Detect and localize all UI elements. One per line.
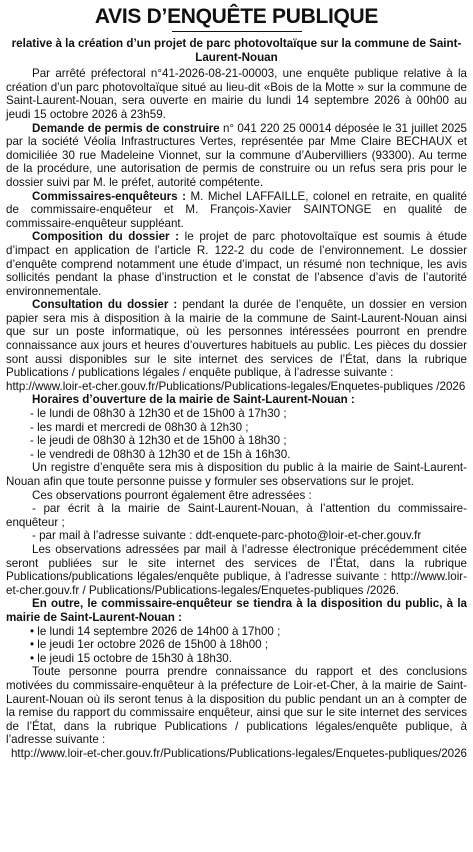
commissaires-heading: Commissaires-enquêteurs : (32, 189, 186, 203)
final-url[interactable]: http://www.loir-et-cher.gouv.fr/Publications/Publications-legales/Enquetes-publiques/2026 (10, 746, 467, 760)
commissaires-text: M. Michel LAFFAILLE, colonel en retraite, en qualité de commissaire-enquêteur et M. François-Xavier SAINTONGE en qualité de commissaire-enquêteur suppléant. (6, 189, 467, 230)
observations-mail[interactable]: - par mail à l’adresse suivante : ddt-enquete-parc-photo@loir-et-cher.gouv.fr (32, 529, 422, 543)
consultation-text: pendant la durée de l’enquête, un dossier en version papier sera mis à disposition à la mairie de la commune de Saint-Laurent-Nouan ainsi que sur un poste informatique, où les personnes intéressées pourront en prendre connaissance aux jours et heures d’ouvertures habituels au public. Les pièces du dossier sont aussi disponibles sur le site internet des services de l’État, dans la rubrique Publications / publications légales / enquête publique, à l’adresse suivante : (6, 298, 467, 380)
permis-text: n° 041 220 25 00014 déposée le 31 juillet 2025 par la société Véolia Infrastructures Vertes, représentée par Mme Claire BECHAUX et domiciliée 30 rue Madeleine Vionnet, sur la commune d’Aubervilliers (93300). Au terme de la procédure, une autorisation de permis de construire ou un refus sera pris pour le dossier suivi par M. le préfet, autorité compétente. (6, 121, 467, 189)
observations-intro: Ces observations pourront également être adressées : (32, 488, 312, 502)
horaires-item: - le lundi de 08h30 à 12h30 et de 15h00 à 17h30 ; (30, 407, 287, 421)
rapport-paragraph: Toute personne pourra prendre connaissance du rapport et des conclusions motivées du commissaire-enquêteur à la préfecture de Loir-et-Cher, à la mairie de Saint-Laurent-Nouan où ils seront tenus à la disposition du public pendant un an à compter de la remise du rapport du commissaire enquêteur, ainsi que sur le site internet des services de l’État, dans la rubrique Publications / publications légales/enquête publique, à l’adresse suivante : (6, 665, 467, 747)
horaires-item: - les mardi et mercredi de 08h30 à 12h30 ; (30, 420, 249, 434)
title-underline (172, 31, 302, 32)
composition-paragraph (6, 230, 467, 298)
consultation-heading: Consultation du dossier : (32, 298, 178, 312)
permis-heading: Demande de permis de construire (32, 121, 220, 135)
observations-publiees: Les observations adressées par mail à l’adresse électronique précédemment citée seront publiées sur le site internet des services de l’État, dans la rubrique Publications/publications légales/enquête publique, à l’adresse suivante : http://www.loir-et-cher.gouv.fr / Publications/Publications-legales/Enquetes-publiques /2026. (6, 542, 467, 597)
consultation-url[interactable]: http://www.loir-et-cher.gouv.fr/Publications/Publications-legales/Enquetes-publiques /2026 (6, 379, 466, 393)
consultation-paragraph (6, 298, 467, 380)
permis-paragraph (6, 122, 467, 190)
horaires-item: - le jeudi de 08h30 à 12h30 et de 15h00 à 18h30 ; (30, 434, 287, 448)
horaires-item: - le vendredi de 08h30 à 12h30 et de 15h à 16h30. (30, 447, 291, 461)
notice-subtitle: relative à la création d’un projet de parc photovoltaïque sur la commune de Saint-Laurent-Nouan (11, 37, 462, 64)
horaires-heading: Horaires d’ouverture de la mairie de Saint-Laurent-Nouan : (32, 393, 355, 407)
permanences-heading: En outre, le commissaire-enquêteur se tiendra à la disposition du public, à la mairie de Saint-Laurent-Nouan : (6, 597, 467, 624)
permanence-item: • le lundi 14 septembre 2026 de 14h00 à 17h00 ; (30, 624, 281, 638)
permanence-item: • le jeudi 15 octobre de 15h30 à 18h30. (30, 651, 232, 665)
intro-paragraph: Par arrêté préfectoral n°41-2026-08-21-00003, une enquête publique relative à la création d’un parc photovoltaïque situé au lieu-dit «Bois de la Motte » sur la commune de Saint-Laurent-Nouan, sera ouverte en mairie du lundi 14 septembre 2026 à 00h00 au jeudi 15 octobre 2026 à 23h59. (6, 67, 467, 121)
permanence-item: • le jeudi 1er octobre 2026 de 15h00 à 18h00 ; (30, 638, 269, 652)
notice-title: AVIS D’ENQUÊTE PUBLIQUE (94, 5, 379, 28)
composition-text: le projet de parc photovoltaïque est soumis à étude d’impact en application de l’article R. 122-2 du code de l’environnement. Le dossier d’enquête comprend notamment une étude d’impact, un résumé non technique, les avis sollicités pendant la phase d’instruction et le constat de l’absence d’avis de l’autorité environnementale. (6, 230, 467, 298)
composition-heading: Composition du dossier : (32, 230, 180, 244)
observations-ecrit: - par écrit à la mairie de Saint-Laurent-Nouan, à l’attention du commissaire-enquêteur ; (6, 502, 467, 529)
commissaires-paragraph (6, 190, 467, 231)
registre-paragraph: Un registre d’enquête sera mis à disposition du public à la mairie de Saint-Laurent-Nouan afin que toute personne puisse y formuler ses observations sur le projet. (6, 461, 467, 488)
